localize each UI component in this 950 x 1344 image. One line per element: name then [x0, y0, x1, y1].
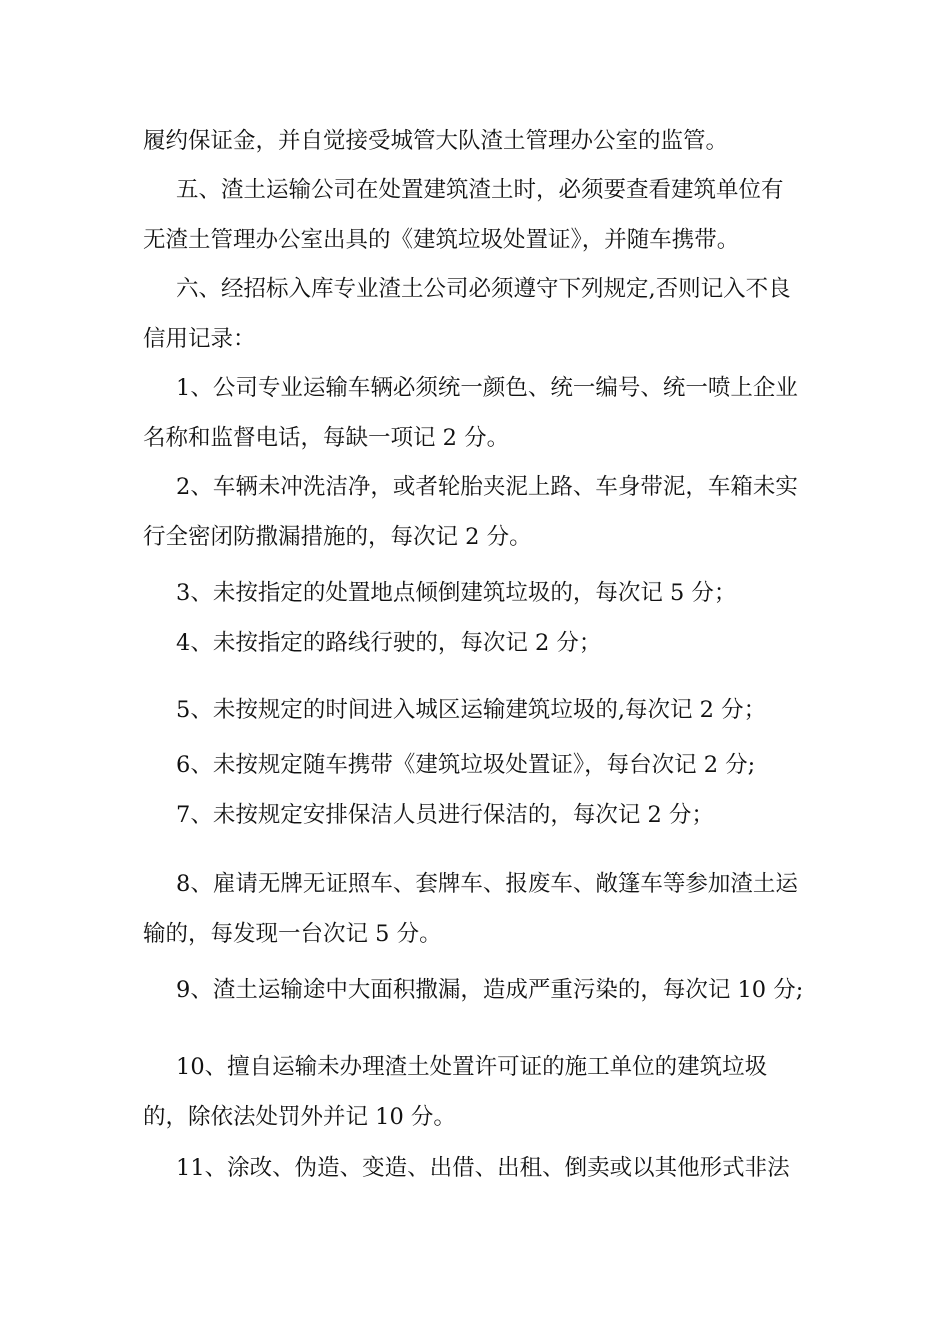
list-item-line: 9、渣土运输途中大面积撒漏，造成严重污染的，每次记 10 分; [176, 977, 804, 1003]
paragraph-line: 无渣土管理办公室出具的《建筑垃圾处置证》，并随车携带。 [143, 227, 740, 253]
paragraph-line: 信用记录： [143, 326, 256, 352]
list-item-line: 4、未按指定的路线行驶的，每次记 2 分； [176, 630, 602, 656]
list-item-line: 8、雇请无牌无证照车、套牌车、报废车、敞篷车等参加渣土运 [176, 871, 798, 897]
list-item-line: 输的，每发现一台次记 5 分。 [143, 921, 442, 947]
list-item-line: 名称和监督电话，每缺一项记 2 分。 [143, 425, 510, 451]
list-item-line: 行全密闭防撒漏措施的，每次记 2 分。 [143, 524, 532, 550]
list-item-line: 5、未按规定的时间进入城区运输建筑垃圾的,每次记 2 分； [176, 697, 767, 723]
paragraph-line: 六、经招标入库专业渣土公司必须遵守下列规定,否则记入不良 [176, 276, 791, 302]
list-item-line: 1、公司专业运输车辆必须统一颜色、统一编号、统一喷上企业 [176, 375, 798, 401]
paragraph-line: 履约保证金，并自觉接受城管大队渣土管理办公室的监管。 [143, 128, 729, 154]
list-item-line: 2、车辆未冲洗洁净，或者轮胎夹泥上路、车身带泥，车箱未实 [176, 474, 798, 500]
list-item-line: 7、未按规定安排保洁人员进行保洁的，每次记 2 分； [176, 802, 714, 828]
list-item-line: 11、涂改、伪造、变造、出借、出租、倒卖或以其他形式非法 [176, 1155, 790, 1181]
list-item-line: 的，除依法处罚外并记 10 分。 [143, 1104, 456, 1130]
paragraph-line: 五、渣土运输公司在处置建筑渣土时，必须要查看建筑单位有 [176, 177, 784, 203]
list-item-line: 10、擅自运输未办理渣土处置许可证的施工单位的建筑垃圾 [176, 1054, 768, 1080]
list-item-line: 3、未按指定的处置地点倾倒建筑垃圾的，每次记 5 分； [176, 580, 737, 606]
list-item-line: 6、未按规定随车携带《建筑垃圾处置证》，每台次记 2 分; [176, 752, 756, 778]
